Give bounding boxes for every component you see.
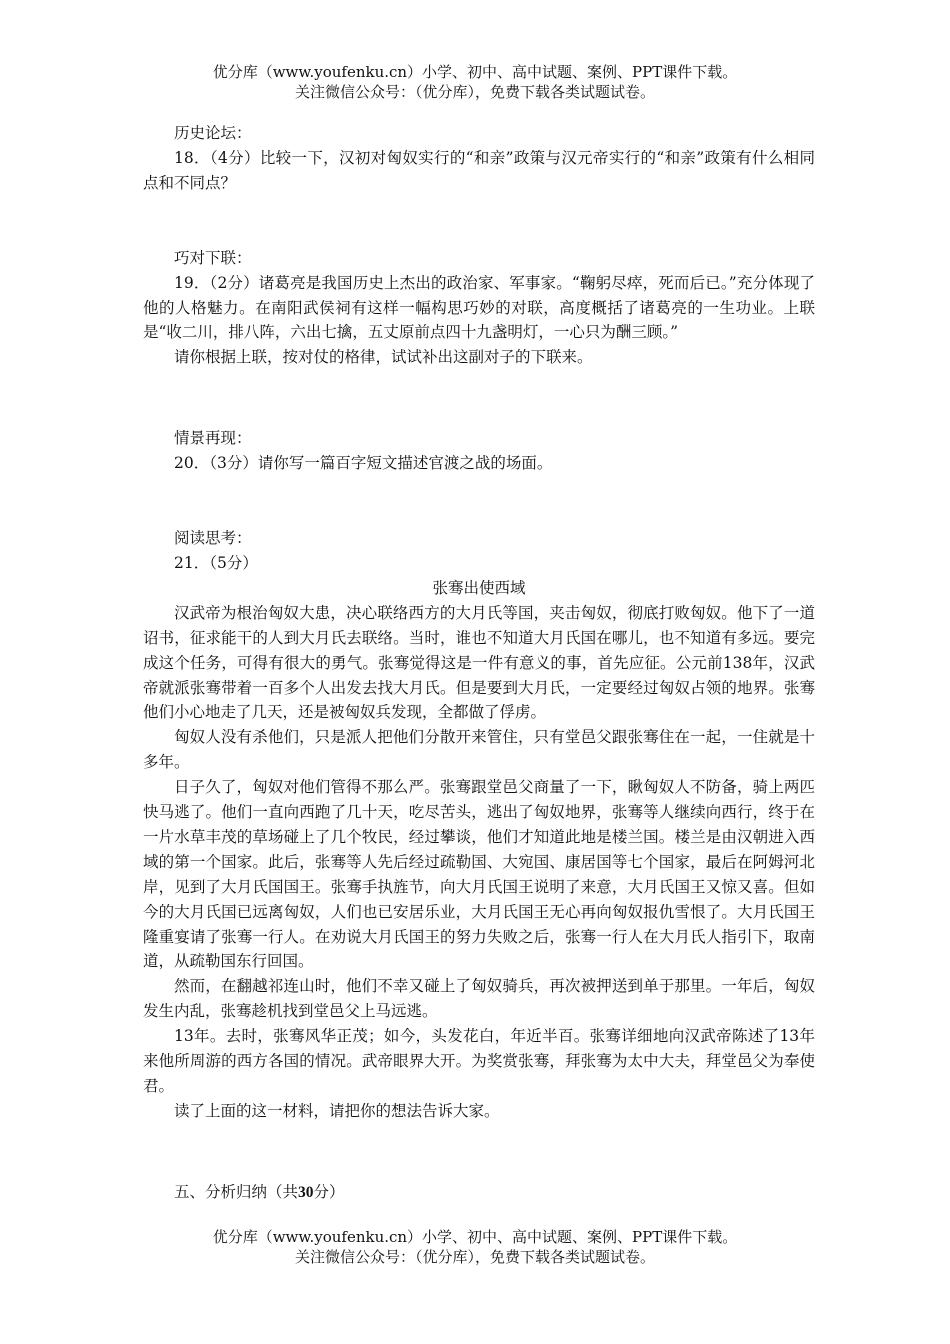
footer-line-1: 优分库（www.youfenku.cn）小学、初中、高中试题、案例、PPT课件下载。	[212, 1228, 738, 1246]
section-title-couplet: 巧对下联：	[174, 248, 252, 267]
header-line-2: 关注微信公众号：（优分库），免费下载各类试题试卷。	[294, 83, 655, 101]
reading-paragraph-5: 13年。去时，张骞风华正茂；如今，头发花白，年近半百。张骞详细地向汉武帝陈述了13年来他所周游的西方各国的情况。武帝眼界大开。为奖赏张骞，拜张骞为太中大夫，拜堂邑父为奉使君。	[143, 1027, 815, 1095]
question-21-prompt: 读了上面的这一材料，请把你的想法告诉大家。	[174, 1101, 500, 1120]
answer-space	[143, 476, 815, 526]
reading-paragraph-1: 汉武帝为根治匈奴大患，决心联络西方的大月氏等国，夹击匈奴，彻底打败匈奴。他下了一道诏书，征求能干的人到大月氏去联络。当时，谁也不知道大月氏国在哪儿，也不知道有多远。要完成这个任务，可得有很大的勇气。张骞觉得这是一件有意义的事，首先应征。公元前138年，汉武帝就派张骞带着一百多个人出发去找大月氏。但是要到大月氏，一定要经过匈奴占领的地界。张骞他们小心地走了几天，还是被匈奴兵发现，全都做了俘虏。	[143, 603, 815, 722]
question-20: 20．（3分）请你写一篇百字短文描述官渡之战的场面。	[174, 454, 553, 473]
part-5-suffix: 分）	[313, 1182, 345, 1201]
footer-line-2: 关注微信公众号：（优分库），免费下载各类试题试卷。	[294, 1248, 655, 1266]
section-title-history-forum: 历史论坛：	[174, 124, 252, 142]
reading-paragraph-2: 匈奴人没有杀他们，只是派人把他们分散开来管住，只有堂邑父跟张骞住在一起，一住就是十多年。	[143, 728, 815, 772]
question-19: 19．（2分）诸葛亮是我国历史上杰出的政治家、军事家。“鞠躬尽瘁，死而后已。”充分体现了他的人格魅力。在南阳武侯祠有这样一幅构思巧妙的对联，高度概括了诸葛亮的一生功业。上联是“收二川，排八阵，六出七擒，五丈原前点四十九盏明灯，一心只为酬三顾。”	[143, 273, 815, 342]
question-18: 18．（4分）比较一下，汉初对匈奴实行的“和亲”政策与汉元帝实行的“和亲”政策有什么相同点和不同点？	[143, 148, 815, 192]
question-19-prompt: 请你根据上联，按对仗的格律，试试补出这副对子的下联来。	[174, 348, 593, 367]
section-title-scene: 情景再现：	[174, 429, 252, 448]
answer-space	[143, 196, 815, 246]
reading-paragraph-3: 日子久了，匈奴对他们管得不那么严。张骞跟堂邑父商量了一下，瞅匈奴人不防备，骑上两匹快马逃了。他们一直向西跑了几十天，吃尽苦头，逃出了匈奴地界，张骞等人继续向西行，终于在一片水草丰茂的草场碰上了几个牧民，经过攀谈，他们才知道此地是楼兰国。楼兰是由汉朝进入西域的第一个国家。此后，张骞等人先后经过疏勒国、大宛国、康居国等七个国家，最后在阿姆河北岸，见到了大月氏国国王。张骞手执旌节，向大月氏国王说明了来意，大月氏国王又惊又喜。但如今的大月氏国已远离匈奴，人们也已安居乐业，大月氏国王无心再向匈奴报仇雪恨了。大月氏国王隆重宴请了张骞一行人。在劝说大月氏国王的努力失败之后，张骞一行人在大月氏人指引下，取南道，从疏勒国东行回国。	[143, 778, 815, 971]
reading-paragraph-4: 然而，在翻越祁连山时，他们不幸又碰上了匈奴骑兵，再次被押送到单于那里。一年后，匈奴发生内乱，张骞趁机找到堂邑父上马远逃。	[143, 977, 815, 1021]
part-5-heading	[143, 1180, 815, 1206]
answer-space	[143, 1124, 815, 1180]
reading-title: 张骞出使西域	[432, 578, 526, 597]
part-5-score: 30	[298, 1183, 314, 1201]
page-footer	[0, 1227, 950, 1267]
document-body	[143, 121, 815, 1206]
part-5-prefix: 五、分析归纳（共	[174, 1182, 299, 1201]
answer-space	[143, 370, 815, 426]
page-header	[0, 62, 950, 102]
section-title-reading: 阅读思考：	[174, 529, 252, 548]
question-21: 21．（5分）	[174, 553, 258, 572]
header-line-1: 优分库（www.youfenku.cn）小学、初中、高中试题、案例、PPT课件下载。	[212, 63, 738, 81]
